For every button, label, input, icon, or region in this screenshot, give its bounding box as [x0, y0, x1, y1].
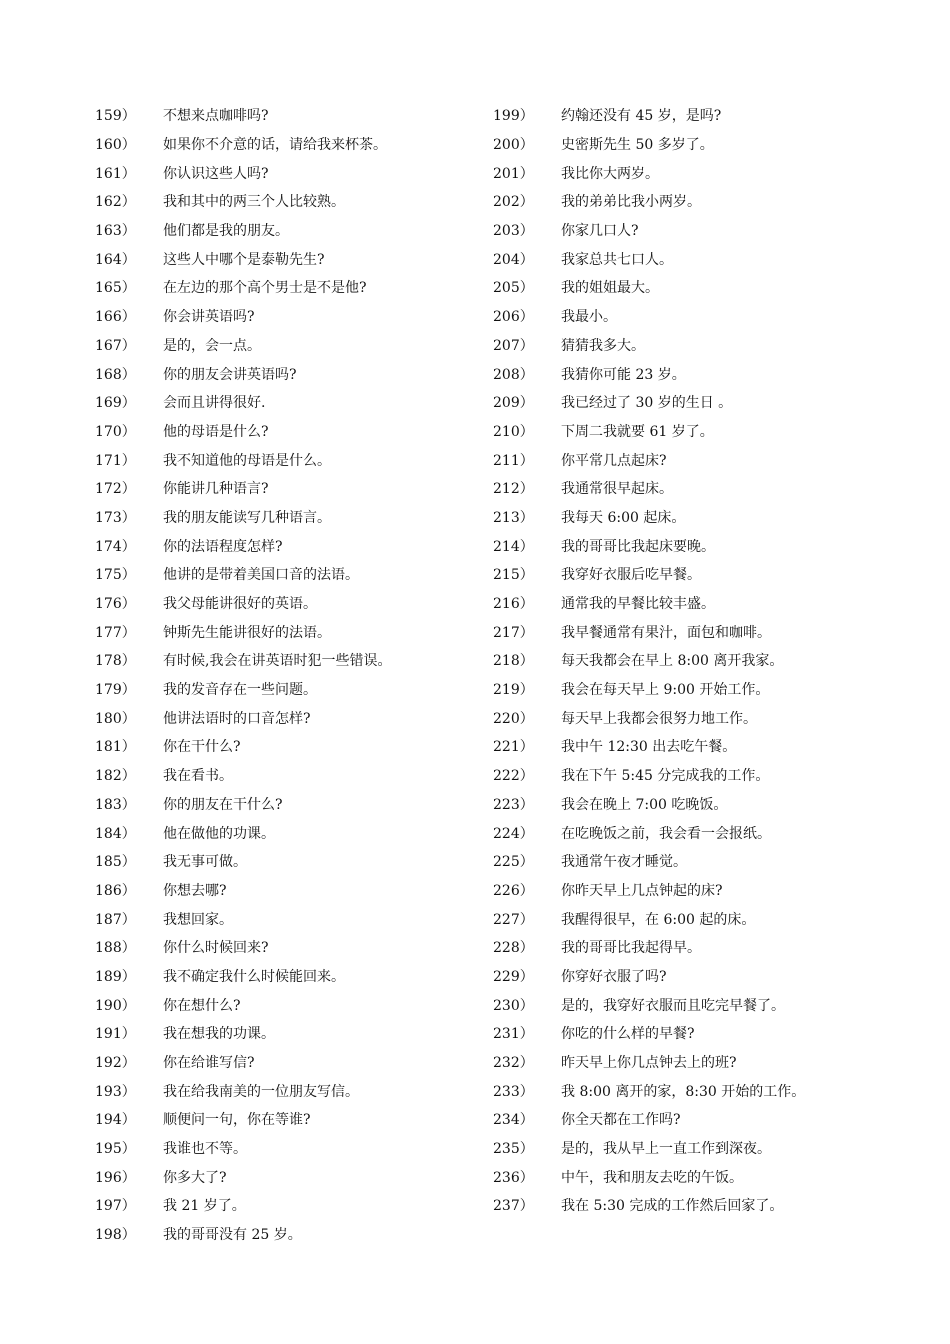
sentence-text: 有时候,我会在讲英语时犯一些错误。: [163, 653, 392, 670]
sentence-row: [493, 445, 933, 474]
sentence-text: 我想回家。: [163, 911, 233, 928]
sentence-row: [95, 703, 485, 732]
sentence-text: 他在做他的功课。: [163, 825, 275, 842]
sentence-text: 下周二我就要 61 岁了。: [561, 423, 714, 440]
sentence-text: 你在干什么?: [163, 739, 241, 756]
sentence-row: [95, 417, 485, 446]
sentence-row: [493, 990, 933, 1019]
sentence-text: 不想来点咖啡吗?: [163, 108, 269, 125]
sentence-text: 我的弟弟比我小两岁。: [561, 194, 701, 211]
sentence-text: 我的发音存在一些问题。: [163, 682, 317, 699]
sentence-number: 235）: [493, 1141, 534, 1158]
sentence-row: [95, 1105, 485, 1134]
sentence-text: 这些人中哪个是泰勒先生?: [163, 251, 325, 268]
sentence-number: 223）: [493, 796, 534, 813]
sentence-text: 史密斯先生 50 多岁了。: [561, 137, 714, 154]
sentence-number: 226）: [493, 882, 534, 899]
sentence-number: 228）: [493, 940, 534, 957]
sentence-text: 我通常午夜才睡觉。: [561, 854, 687, 871]
sentence-number: 164）: [95, 251, 136, 268]
sentence-number: 207）: [493, 337, 534, 354]
sentence-text: 会而且讲得很好.: [163, 395, 266, 412]
sentence-text: 我醒得很早，在 6:00 起的床。: [561, 911, 756, 928]
sentence-text: 通常我的早餐比较丰盛。: [561, 596, 715, 613]
sentence-text: 你的朋友会讲英语吗?: [163, 366, 297, 383]
sentence-number: 214）: [493, 538, 534, 555]
sentence-row: [493, 732, 933, 761]
sentence-row: [95, 1019, 485, 1048]
sentence-text: 是的，会一点。: [163, 337, 261, 354]
sentence-text: 你多大了?: [163, 1169, 227, 1186]
sentence-row: [95, 445, 485, 474]
sentence-row: [95, 216, 485, 245]
sentence-row: [95, 1162, 485, 1191]
sentence-row: [493, 876, 933, 905]
sentence-number: 179）: [95, 682, 136, 699]
sentence-text: 我 21 岁了。: [163, 1198, 246, 1215]
sentence-row: [95, 101, 485, 130]
left-column: [95, 101, 485, 1249]
sentence-number: 200）: [493, 137, 534, 154]
sentence-row: [95, 130, 485, 159]
sentence-text: 你全天都在工作吗?: [561, 1112, 681, 1129]
sentence-text: 你想去哪?: [163, 882, 227, 899]
sentence-row: [493, 1191, 933, 1220]
sentence-row: [95, 531, 485, 560]
sentence-text: 猜猜我多大。: [561, 337, 645, 354]
sentence-number: 175）: [95, 567, 136, 584]
sentence-number: 203）: [493, 223, 534, 240]
sentence-row: [493, 273, 933, 302]
sentence-row: [493, 101, 933, 130]
sentence-text: 他们都是我的朋友。: [163, 223, 289, 240]
sentence-text: 钟斯先生能讲很好的法语。: [163, 624, 331, 641]
sentence-text: 每天我都会在早上 8:00 离开我家。: [561, 653, 784, 670]
sentence-text: 我在 5:30 完成的工作然后回家了。: [561, 1198, 784, 1215]
sentence-row: [493, 331, 933, 360]
sentence-number: 163）: [95, 223, 136, 240]
sentence-text: 我无事可做。: [163, 854, 247, 871]
sentence-row: [95, 474, 485, 503]
sentence-text: 他讲的是带着美国口音的法语。: [163, 567, 359, 584]
right-column: [493, 101, 933, 1220]
sentence-row: [493, 388, 933, 417]
sentence-number: 230）: [493, 997, 534, 1014]
sentence-text: 我不确定我什么时候能回来。: [163, 968, 345, 985]
sentence-row: [95, 273, 485, 302]
sentence-number: 211）: [493, 452, 534, 469]
sentence-text: 约翰还没有 45 岁，是吗?: [561, 108, 722, 125]
sentence-text: 顺便问一句，你在等谁?: [163, 1112, 311, 1129]
sentence-number: 209）: [493, 395, 534, 412]
sentence-row: [493, 417, 933, 446]
sentence-text: 我不知道他的母语是什么。: [163, 452, 331, 469]
sentence-text: 我家总共七口人。: [561, 251, 673, 268]
sentence-number: 231）: [493, 1026, 534, 1043]
sentence-number: 177）: [95, 624, 136, 641]
sentence-row: [95, 359, 485, 388]
sentence-number: 166）: [95, 309, 136, 326]
sentence-number: 222）: [493, 768, 534, 785]
sentence-row: [95, 732, 485, 761]
sentence-row: [95, 503, 485, 532]
sentence-number: 170）: [95, 423, 136, 440]
sentence-text: 我的哥哥比我起床要晚。: [561, 538, 715, 555]
sentence-text: 我会在晚上 7:00 吃晚饭。: [561, 796, 728, 813]
sentence-number: 196）: [95, 1169, 136, 1186]
sentence-number: 234）: [493, 1112, 534, 1129]
sentence-text: 你平常几点起床?: [561, 452, 667, 469]
sentence-number: 178）: [95, 653, 136, 670]
sentence-number: 172）: [95, 481, 136, 498]
sentence-number: 233）: [493, 1083, 534, 1100]
sentence-row: [95, 646, 485, 675]
sentence-row: [95, 302, 485, 331]
sentence-text: 我已经过了 30 岁的生日 。: [561, 395, 733, 412]
sentence-number: 195）: [95, 1141, 136, 1158]
sentence-text: 我比你大两岁。: [561, 165, 659, 182]
sentence-row: [493, 675, 933, 704]
sentence-number: 229）: [493, 968, 534, 985]
sentence-text: 我早餐通常有果汁，面包和咖啡。: [561, 624, 771, 641]
sentence-number: 232）: [493, 1055, 534, 1072]
sentence-row: [493, 302, 933, 331]
sentence-number: 224）: [493, 825, 534, 842]
sentence-number: 165）: [95, 280, 136, 297]
sentence-text: 我会在每天早上 9:00 开始工作。: [561, 682, 770, 699]
sentence-text: 我父母能讲很好的英语。: [163, 596, 317, 613]
sentence-number: 212）: [493, 481, 534, 498]
sentence-text: 你穿好衣服了吗?: [561, 968, 667, 985]
sentence-number: 182）: [95, 768, 136, 785]
sentence-number: 206）: [493, 309, 534, 326]
sentence-number: 174）: [95, 538, 136, 555]
sentence-text: 我穿好衣服后吃早餐。: [561, 567, 701, 584]
sentence-row: [493, 933, 933, 962]
sentence-number: 190）: [95, 997, 136, 1014]
sentence-row: [95, 560, 485, 589]
sentence-row: [95, 790, 485, 819]
sentence-text: 每天早上我都会很努力地工作。: [561, 710, 757, 727]
sentence-number: 180）: [95, 710, 136, 727]
sentence-number: 173）: [95, 509, 136, 526]
sentence-row: [95, 331, 485, 360]
sentence-number: 169）: [95, 395, 136, 412]
sentence-row: [95, 675, 485, 704]
sentence-text: 我中午 12:30 出去吃午餐。: [561, 739, 737, 756]
sentence-number: 237）: [493, 1198, 534, 1215]
sentence-text: 你昨天早上几点钟起的床?: [561, 882, 723, 899]
sentence-number: 217）: [493, 624, 534, 641]
sentence-row: [493, 359, 933, 388]
sentence-row: [95, 818, 485, 847]
sentence-text: 我在给我南美的一位朋友写信。: [163, 1083, 359, 1100]
sentence-number: 176）: [95, 596, 136, 613]
sentence-text: 他讲法语时的口音怎样?: [163, 710, 311, 727]
sentence-row: [95, 187, 485, 216]
sentence-text: 你家几口人?: [561, 223, 639, 240]
sentence-number: 198）: [95, 1227, 136, 1244]
sentence-text: 你在想什么?: [163, 997, 241, 1014]
sentence-row: [493, 847, 933, 876]
sentence-row: [95, 1191, 485, 1220]
sentence-text: 是的，我从早上一直工作到深夜。: [561, 1141, 771, 1158]
sentence-number: 221）: [493, 739, 534, 756]
sentence-row: [493, 531, 933, 560]
sentence-number: 208）: [493, 366, 534, 383]
sentence-number: 161）: [95, 165, 136, 182]
sentence-row: [493, 560, 933, 589]
sentence-text: 你吃的什么样的早餐?: [561, 1026, 695, 1043]
sentence-number: 202）: [493, 194, 534, 211]
sentence-number: 184）: [95, 825, 136, 842]
sentence-text: 我在看书。: [163, 768, 233, 785]
sentence-row: [95, 1048, 485, 1077]
sentence-number: 220）: [493, 710, 534, 727]
sentence-row: [493, 1105, 933, 1134]
sentence-row: [493, 1162, 933, 1191]
sentence-row: [493, 617, 933, 646]
sentence-text: 是的，我穿好衣服而且吃完早餐了。: [561, 997, 785, 1014]
sentence-text: 我每天 6:00 起床。: [561, 509, 686, 526]
sentence-row: [493, 962, 933, 991]
sentence-text: 他的母语是什么?: [163, 423, 269, 440]
sentence-row: [493, 790, 933, 819]
sentence-number: 218）: [493, 653, 534, 670]
sentence-number: 183）: [95, 796, 136, 813]
sentence-row: [95, 990, 485, 1019]
sentence-text: 你的朋友在干什么?: [163, 796, 283, 813]
sentence-number: 185）: [95, 854, 136, 871]
sentence-row: [95, 158, 485, 187]
sentence-number: 189）: [95, 968, 136, 985]
sentence-number: 227）: [493, 911, 534, 928]
sentence-text: 在吃晚饭之前，我会看一会报纸。: [561, 825, 771, 842]
sentence-row: [493, 904, 933, 933]
sentence-text: 我 8:00 离开的家，8:30 开始的工作。: [561, 1083, 806, 1100]
sentence-row: [493, 1019, 933, 1048]
sentence-row: [95, 388, 485, 417]
sentence-number: 167）: [95, 337, 136, 354]
sentence-text: 你认识这些人吗?: [163, 165, 269, 182]
sentence-number: 215）: [493, 567, 534, 584]
sentence-number: 191）: [95, 1026, 136, 1043]
sentence-row: [95, 589, 485, 618]
sentence-number: 192）: [95, 1055, 136, 1072]
sentence-number: 204）: [493, 251, 534, 268]
sentence-number: 219）: [493, 682, 534, 699]
sentence-number: 197）: [95, 1198, 136, 1215]
sentence-row: [95, 1076, 485, 1105]
sentence-text: 昨天早上你几点钟去上的班?: [561, 1055, 737, 1072]
sentence-row: [95, 1134, 485, 1163]
sentence-number: 187）: [95, 911, 136, 928]
sentence-number: 213）: [493, 509, 534, 526]
sentence-row: [493, 216, 933, 245]
sentence-text: 我最小。: [561, 309, 617, 326]
sentence-text: 你什么时候回来?: [163, 940, 269, 957]
sentence-row: [493, 646, 933, 675]
sentence-row: [493, 1048, 933, 1077]
sentence-text: 我在下午 5:45 分完成我的工作。: [561, 768, 770, 785]
sentence-number: 186）: [95, 882, 136, 899]
sentence-number: 225）: [493, 854, 534, 871]
sentence-row: [493, 818, 933, 847]
sentence-row: [95, 876, 485, 905]
sentence-row: [493, 761, 933, 790]
sentence-row: [493, 474, 933, 503]
sentence-text: 如果你不介意的话，请给我来杯茶。: [163, 137, 387, 154]
sentence-text: 我通常很早起床。: [561, 481, 673, 498]
sentence-text: 我和其中的两三个人比较熟。: [163, 194, 345, 211]
sentence-text: 我谁也不等。: [163, 1141, 247, 1158]
sentence-number: 199）: [493, 108, 534, 125]
sentence-row: [95, 933, 485, 962]
sentence-row: [493, 1134, 933, 1163]
sentence-number: 194）: [95, 1112, 136, 1129]
sentence-row: [95, 847, 485, 876]
sentence-text: 你在给谁写信?: [163, 1055, 255, 1072]
sentence-text: 中午，我和朋友去吃的午饭。: [561, 1169, 743, 1186]
sentence-row: [493, 503, 933, 532]
sentence-row: [493, 244, 933, 273]
sentence-number: 159）: [95, 108, 136, 125]
sentence-row: [493, 130, 933, 159]
sentence-number: 236）: [493, 1169, 534, 1186]
sentence-text: 我的朋友能读写几种语言。: [163, 509, 331, 526]
sentence-row: [95, 904, 485, 933]
sentence-number: 210）: [493, 423, 534, 440]
sentence-row: [95, 962, 485, 991]
sentence-text: 我猜你可能 23 岁。: [561, 366, 686, 383]
sentence-row: [493, 589, 933, 618]
sentence-row: [493, 187, 933, 216]
sentence-number: 216）: [493, 596, 534, 613]
sentence-row: [493, 158, 933, 187]
sentence-number: 205）: [493, 280, 534, 297]
sentence-text: 我在想我的功课。: [163, 1026, 275, 1043]
sentence-row: [95, 761, 485, 790]
sentence-text: 你的法语程度怎样?: [163, 538, 283, 555]
sentence-number: 188）: [95, 940, 136, 957]
sentence-row: [95, 244, 485, 273]
sentence-number: 162）: [95, 194, 136, 211]
sentence-row: [493, 703, 933, 732]
sentence-number: 181）: [95, 739, 136, 756]
sentence-number: 171）: [95, 452, 136, 469]
sentence-row: [95, 1220, 485, 1249]
sentence-text: 我的姐姐最大。: [561, 280, 659, 297]
sentence-text: 你会讲英语吗?: [163, 309, 255, 326]
sentence-number: 160）: [95, 137, 136, 154]
sentence-row: [493, 1076, 933, 1105]
sentence-text: 我的哥哥比我起得早。: [561, 940, 701, 957]
sentence-row: [95, 617, 485, 646]
sentence-text: 你能讲几种语言?: [163, 481, 269, 498]
sentence-number: 193）: [95, 1083, 136, 1100]
sentence-number: 201）: [493, 165, 534, 182]
sentence-text: 我的哥哥没有 25 岁。: [163, 1227, 302, 1244]
sentence-number: 168）: [95, 366, 136, 383]
sentence-text: 在左边的那个高个男士是不是他?: [163, 280, 367, 297]
